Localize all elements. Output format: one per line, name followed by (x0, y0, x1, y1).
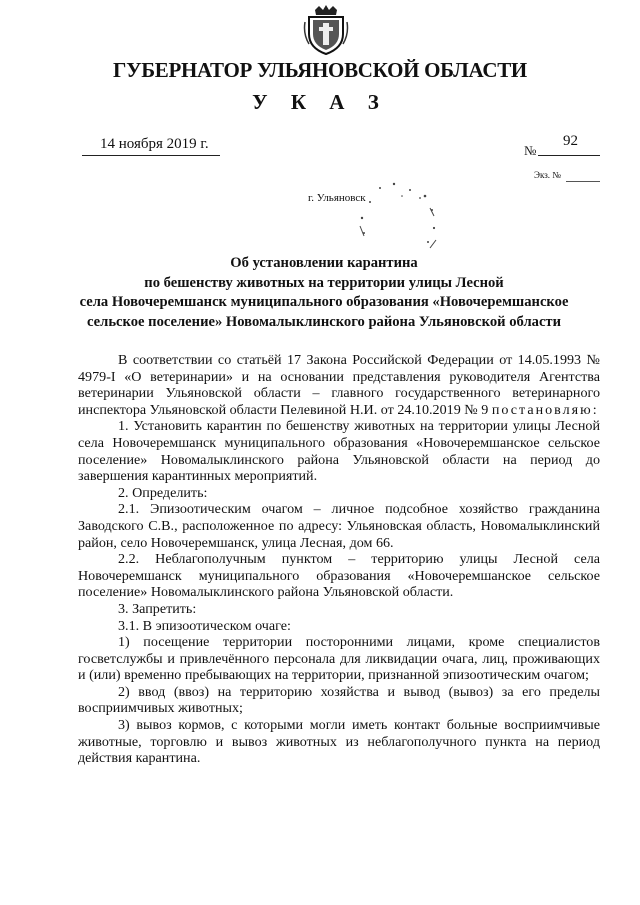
subject-line: Об установлении карантина (230, 255, 418, 271)
date-underline (82, 155, 220, 156)
paragraph-3-1-1: 1) посещение территории посторонними лицами, кроме специалистов госветслужбы и привлечённого персонала для ликвидации очага, лиц, проживающих и (или) временно пребывающих на территории, признанной эпизоотическим очагом; (78, 634, 600, 684)
decree-number: 92 (563, 133, 578, 149)
paragraph-3: 3. Запретить: (118, 600, 197, 617)
decree-subject (40, 254, 608, 332)
decree-date: 14 ноября 2019 г. (100, 136, 209, 152)
resolve-word: постановляю: (491, 401, 599, 418)
subject-line: сельское поселение» Новомалыклинского района Ульяновской области (87, 313, 561, 330)
subject-line: села Новочеремшанск муниципального образования «Новочеремшанское (79, 294, 569, 311)
paragraph-2-2: 2.2. Неблагополучным пунктом – территорию улицы Лесной села Новочеремшанск муниципального образования «Новочеремшанское сельское поселение» Новомалыклинского района Ульяновской области. (78, 551, 600, 601)
copy-number-label: Экз. № (534, 170, 561, 180)
paragraph-2: 2. Определить: (118, 484, 208, 501)
paragraph-3-1-3: 3) вывоз кормов, с которыми могли иметь контакт больные восприимчивые животные, торговлю и вывоз животных из неблагополучного пункта на период действия карантина. (78, 717, 600, 767)
decree-title: У К А З (252, 90, 388, 114)
intro-paragraph (78, 352, 600, 418)
intro-text: В соответствии со статьёй 17 Закона Российской Федерации от 14.05.1993 № 4979-I «О ветеринарии» и на основании представления руководителя Агентства ветеринарии Ульяновской области – главного государственного ветеринарного инспектора Ульяновской области Пелевиной Н.И. от 24.10.2019 № 9 (78, 352, 600, 418)
number-underline (538, 155, 600, 156)
paragraph-3-1: 3.1. В эпизоотическом очаге: (118, 617, 291, 634)
subject-line: по бешенству животных на территории улицы Лесной (144, 274, 504, 291)
decree-body (78, 352, 600, 767)
handwritten-marks-icon (350, 178, 450, 258)
paragraph-1: 1. Установить карантин по бешенству животных на территории улицы Лесной села Новочеремшанск муниципального образования «Новочеремшанское сельское поселение» Новомалыклинского района Ульяновской области на период до завершения карантинных мероприятий. (78, 418, 600, 485)
paragraph-2-1: 2.1. Эпизоотическим очагом – личное подсобное хозяйство гражданина Заводского С.В., расположенное по адресу: Ульяновская область, Новомалыклинский район, село Новочеремшанск, улица Лесная, дом 66. (78, 501, 600, 551)
copy-underline (566, 181, 600, 182)
city-label: г. Ульяновск (308, 192, 366, 204)
paragraph-3-1-2: 2) ввод (ввоз) на территорию хозяйства и вывод (вывоз) за его пределы восприимчивых животных; (78, 683, 600, 717)
number-sign: № (524, 143, 537, 158)
coat-of-arms-icon (303, 4, 349, 56)
governor-title: ГУБЕРНАТОР УЛЬЯНОВСКОЙ ОБЛАСТИ (113, 58, 527, 82)
